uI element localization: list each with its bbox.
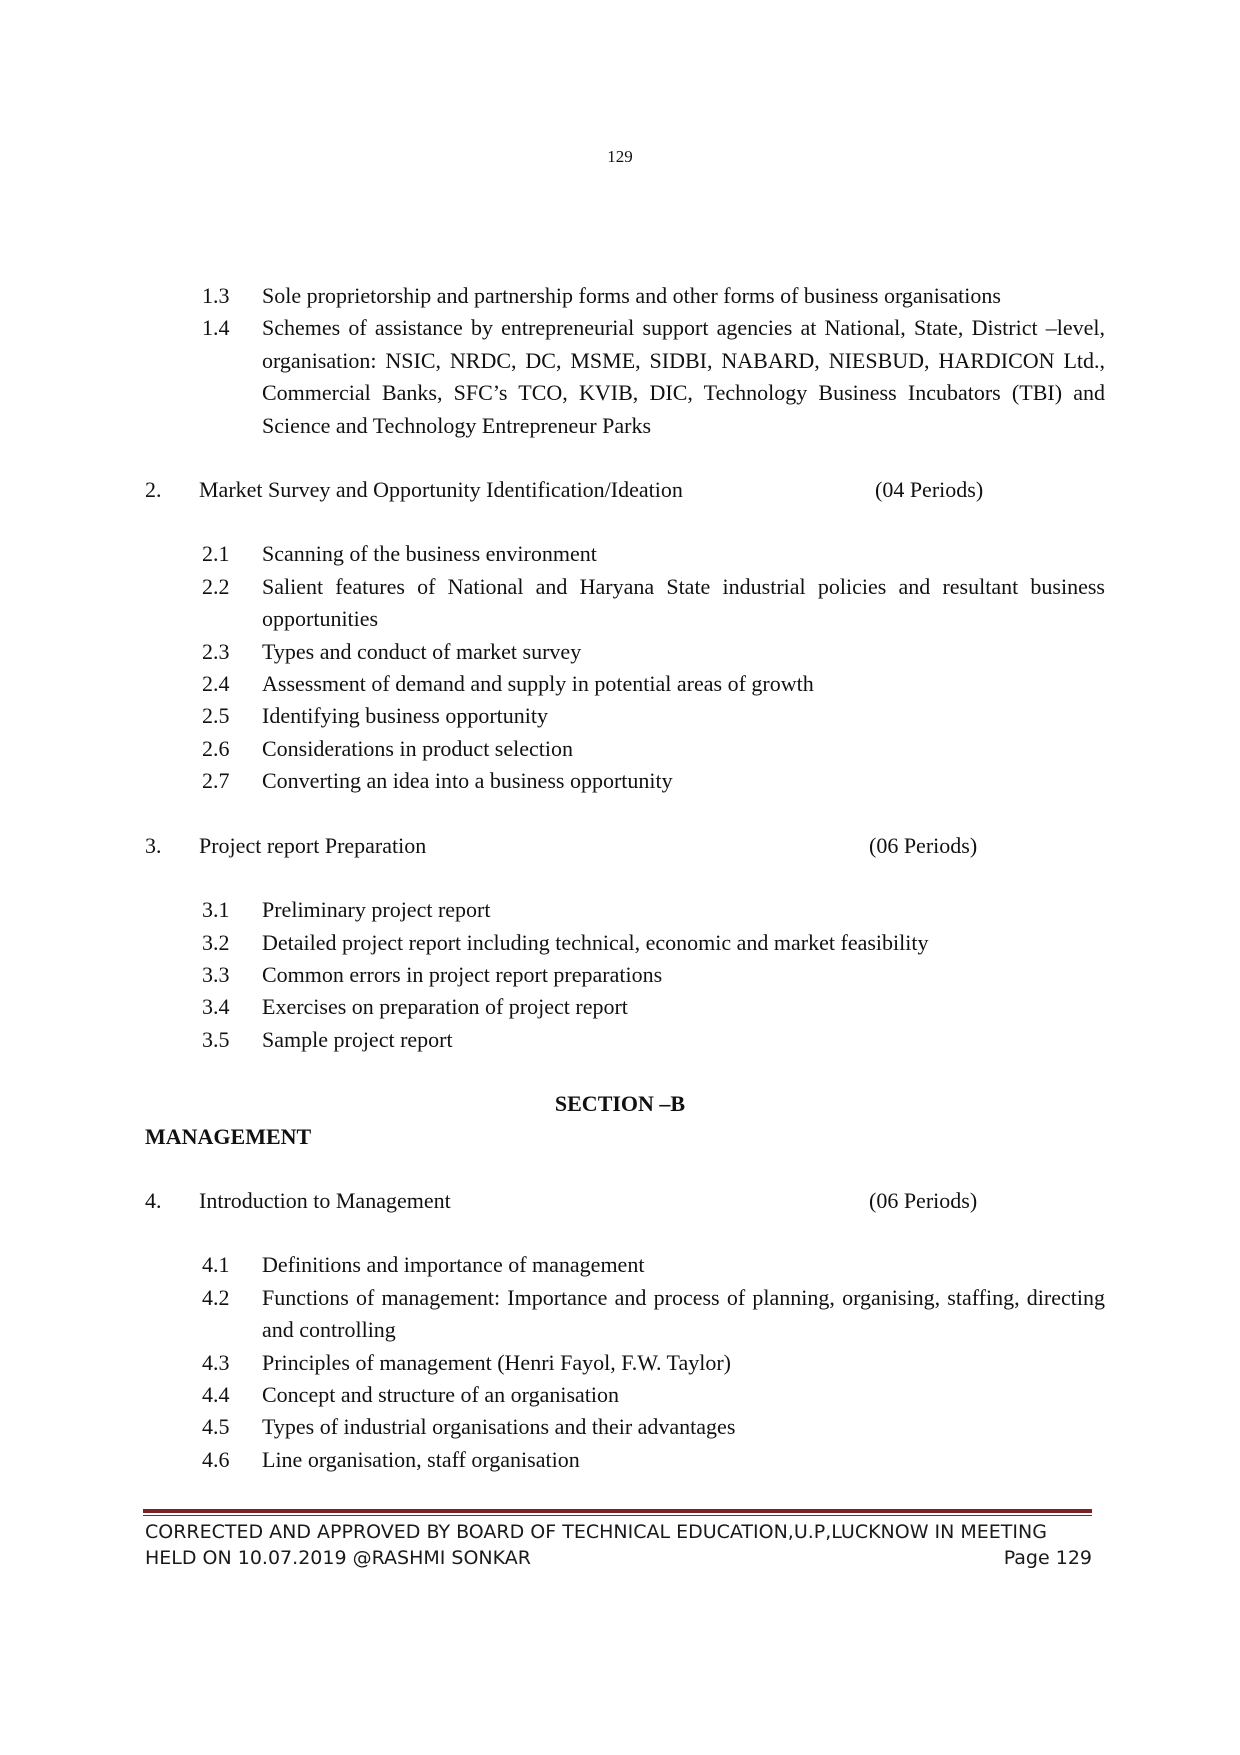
item-text: Line organisation, staff organisation [262,1446,580,1472]
section-number: 4. [145,1187,162,1213]
item-number: 2.4 [202,671,230,697]
list-item [145,927,1105,959]
section-title: Introduction to Management [199,1187,451,1213]
item-text: Sole proprietorship and partnership forms and other forms of business organisations [262,283,1001,308]
item-text: Sample project report [262,1026,453,1052]
section-periods: (04 Periods) [875,477,984,503]
item-text: Exercises on preparation of project report [262,994,628,1020]
item-text: Considerations in product selection [262,735,573,761]
item-number: 3.4 [202,994,230,1020]
footer-approval-date: HELD ON 10.07.2019 @RASHMI SONKAR [145,1547,531,1569]
item-number: 2.7 [202,768,230,794]
item-text: Identifying business opportunity [262,703,548,729]
item-number: 3.2 [202,929,230,955]
list-item [145,312,1105,442]
section-2-items [145,538,1105,797]
footer-line-2 [145,1545,1092,1571]
list-item [145,571,1105,636]
item-number: 4.6 [202,1446,230,1472]
footer-divider-thick [143,1509,1092,1513]
item-text: Salient features of National and Haryana State industrial policies and resultant business opportunities [262,573,1105,632]
item-text: Types and conduct of market survey [262,638,582,664]
item-text: Preliminary project report [262,897,491,923]
item-number: 2.6 [202,735,230,761]
item-text: Concept and structure of an organisation [262,1381,619,1407]
section-3-heading [145,830,1105,862]
footer-line-1: CORRECTED AND APPROVED BY BOARD OF TECHNICAL EDUCATION,U.P,LUCKNOW IN MEETING [145,1521,1047,1543]
page-number-top: 129 [607,147,633,166]
list-item [145,894,1105,926]
item-number: 4.3 [202,1349,230,1375]
item-text: Principles of management (Henri Fayol, F.W. Taylor) [262,1349,731,1375]
list-item [145,668,1105,700]
section-2-heading [145,474,1105,506]
item-number: 1.3 [202,283,230,308]
item-text: Scanning of the business environment [262,541,597,567]
item-text: Definitions and importance of management [262,1252,645,1278]
section-number: 3. [145,832,162,858]
footer-divider-thin [143,1515,1092,1516]
list-item [145,1024,1105,1056]
footer-page-number: Page 129 [1003,1547,1092,1569]
section-4-items [145,1249,1105,1476]
section-3-items [145,894,1105,1056]
item-number: 4.5 [202,1414,230,1440]
item-number: 3.3 [202,961,230,987]
list-item [145,1411,1105,1443]
item-number: 2.3 [202,638,230,664]
item-text: Types of industrial organisations and their advantages [262,1414,736,1440]
item-text: Assessment of demand and supply in potential areas of growth [262,671,814,697]
management-title: MANAGEMENT [145,1123,312,1149]
section-b-title: SECTION –B [554,1091,686,1117]
item-text: Schemes of assistance by entrepreneurial support agencies at National, State, District –level, organisation: NSIC, NRDC, DC, MSME, SIDBI, NABARD, NIESBUD, HARDICON Ltd., Commercial Banks, SFC’s TCO, KVIB, DIC, Technology Business Incubators (TBI) and Science and Technology Entrepreneur Parks [262,315,1105,438]
item-number: 2.1 [202,541,230,567]
list-item [145,959,1105,991]
item-text: Functions of management: Importance and process of planning, organising, staffing, directing and controlling [262,1284,1105,1343]
list-item [145,765,1105,797]
item-number: 3.5 [202,1026,230,1052]
section-number: 2. [145,477,162,503]
section-periods: (06 Periods) [869,832,978,858]
list-item [145,700,1105,732]
list-item [145,538,1105,570]
section-title: Market Survey and Opportunity Identification/Ideation [199,477,683,503]
list-item [145,733,1105,765]
item-number: 1.4 [202,315,230,341]
item-number: 4.1 [202,1252,230,1278]
page-body [145,280,1105,1476]
list-item [145,1282,1105,1347]
list-item [145,1379,1105,1411]
section-4-heading [145,1185,1105,1217]
item-number: 2.5 [202,703,230,729]
item-text: Converting an idea into a business opportunity [262,768,673,794]
page-footer [145,1519,1092,1571]
list-item [145,991,1105,1023]
list-item [145,1249,1105,1281]
item-number: 4.2 [202,1284,230,1310]
section-periods: (06 Periods) [869,1187,978,1213]
item-text: Common errors in project report preparations [262,961,663,987]
item-number: 4.4 [202,1381,230,1407]
item-text: Detailed project report including technical, economic and market feasibility [262,929,929,955]
list-item [145,1347,1105,1379]
intro-items-list [145,280,1105,442]
item-number: 2.2 [202,573,230,599]
list-item [145,280,1105,312]
list-item [145,636,1105,668]
list-item [145,1444,1105,1476]
section-title: Project report Preparation [199,832,427,858]
item-number: 3.1 [202,897,230,923]
